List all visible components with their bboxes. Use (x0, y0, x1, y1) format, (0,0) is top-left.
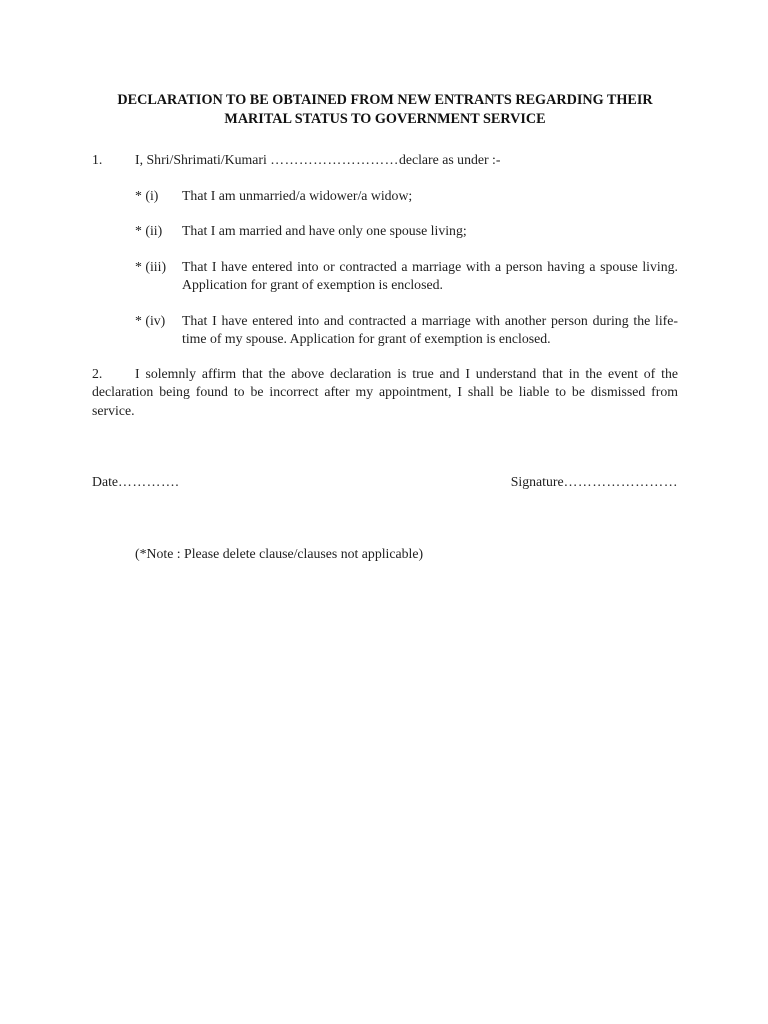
clause-1-outro-text: declare as under :- (398, 152, 501, 167)
clause-2-number: 2. (92, 365, 103, 381)
date-signature-row (92, 473, 678, 492)
title-line-1: DECLARATION TO BE OBTAINED FROM NEW ENTRANTS REGARDING THEIR (117, 92, 653, 108)
sub-clause-i-text: That I am unmarried/a widower/a widow; (182, 187, 413, 203)
sub-clause-iv-text: That I have entered into and contracted a marriage with another person during the life-time of my spouse. Application for grant of exemption is enclosed. (182, 312, 678, 346)
clause-1-number: 1. (92, 152, 103, 167)
sub-clause-iii (135, 258, 678, 295)
name-blank-dotted-line: ……………………… (270, 152, 399, 167)
sub-clause-ii (135, 222, 678, 241)
sub-clause-i-marker: * (i) (135, 187, 159, 203)
title-line-2: MARITAL STATUS TO GOVERNMENT SERVICE (224, 111, 546, 127)
signature-blank-dotted-line: …………………… (563, 474, 678, 489)
sub-clause-iii-text: That I have entered into or contracted a marriage with a person having a spouse living. Application for grant of exemption is enclosed. (182, 258, 678, 292)
sub-clause-iii-marker: * (iii) (135, 258, 167, 274)
date-line (92, 473, 179, 492)
date-label: Date (92, 474, 119, 489)
footnote: (*Note : Please delete clause/clauses not applicable) (135, 545, 424, 561)
clause-1-declaration (92, 151, 678, 170)
clause-2-affirmation (92, 365, 678, 421)
clause-2-text: I solemnly affirm that the above declaration is true and I understand that in the event of the declaration being found to be incorrect after my appointment, I shall be liable to be dismissed from service. (92, 365, 678, 418)
sub-clause-iv-marker: * (iv) (135, 312, 166, 328)
clause-1-intro-text: I, Shri/Shrimati/Kumari (135, 152, 271, 167)
sub-clause-iv (135, 312, 678, 349)
document-title (92, 91, 678, 129)
signature-line (511, 473, 678, 492)
sub-clause-i (135, 187, 678, 206)
sub-clause-ii-text: That I am married and have only one spouse living; (182, 223, 467, 238)
signature-label: Signature (510, 474, 564, 489)
date-blank-dotted-line: …………. (118, 474, 180, 489)
sub-clause-ii-marker: * (ii) (135, 223, 163, 238)
